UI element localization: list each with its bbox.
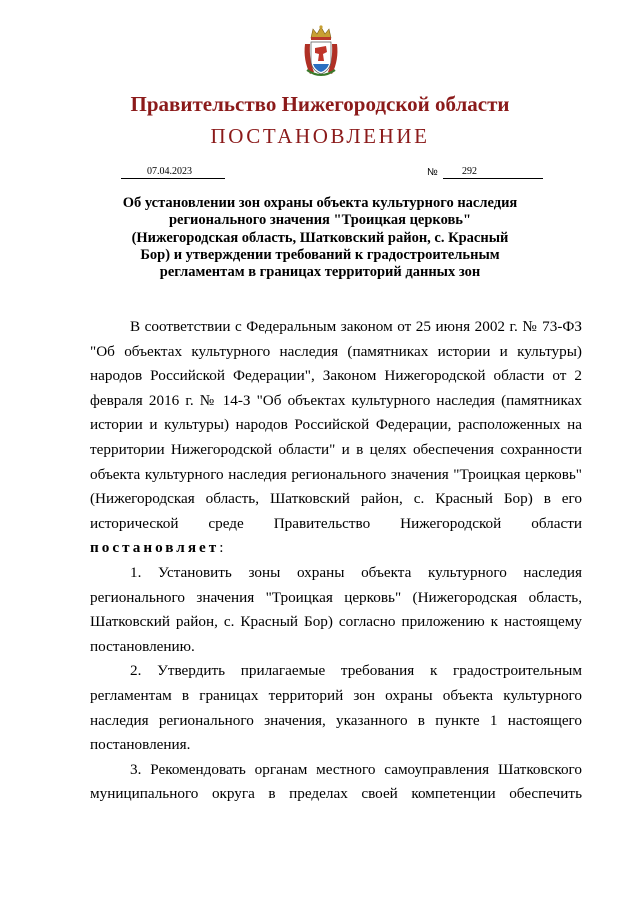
title-line: Об установлении зон охраны объекта культурного наследия bbox=[122, 195, 518, 211]
coat-of-arms-emblem bbox=[302, 24, 340, 78]
document-title bbox=[105, 195, 535, 281]
number-sign: № bbox=[427, 167, 438, 178]
title-line: (Нижегородская область, Шатковский район, с. Красный bbox=[131, 229, 509, 246]
title-line: регионального значения "Троицкая церковь" bbox=[168, 212, 472, 229]
document-body bbox=[90, 315, 582, 807]
item-paragraph-3: 3. Рекомендовать органам местного самоуправления Шатковского муниципального округа в пределах своей компетенции обеспечить bbox=[90, 760, 582, 803]
title-line: регламентам в границах территорий данных зон bbox=[159, 264, 481, 281]
decree-word: постановляет bbox=[90, 539, 220, 557]
document-type: ПОСТАНОВЛЕНИЕ bbox=[210, 124, 430, 148]
preamble-paragraph bbox=[90, 315, 582, 561]
item-paragraph-1: 1. Установить зоны охраны объекта культурного наследия регионального значения "Троицкая церковь" (Нижегородская область, Шатковский район, с. Красный Бор) согласно приложению к настоящему постановлению. bbox=[90, 563, 582, 655]
document-number: 292 bbox=[443, 166, 543, 179]
organization-name: Правительство Нижегородской области bbox=[130, 92, 510, 116]
document-date: 07.04.2023 bbox=[121, 166, 225, 179]
title-line: Бор) и утверждении требований к градостроительным bbox=[140, 246, 500, 263]
preamble-text: В соответствии с Федеральным законом от 25 июня 2002 г. № 73-ФЗ "Об объектах культурного наследия (памятниках истории и культуры) народов Российской Федерации", Законом Нижегородской области от 2 февраля 2016 г. № 14-З "Об объектах культурного наследия (памятниках истории и культуры) народов Российской Федерации, расположенных на территории Нижегородской области" и в целях обеспечения сохранности объекта культурного наследия регионального значения "Троицкая церковь" (Нижегородская область, Шатковский район, с. Красный Бор) в его исторической среде Правительство Нижегородской области bbox=[90, 318, 582, 532]
item-paragraph-2: 2. Утвердить прилагаемые требования к градостроительным регламентам в границах территорий зон охраны объекта культурного наследия регионального значения, указанного в пункте 1 настоящего постановления. bbox=[90, 662, 582, 754]
decree-colon: : bbox=[219, 539, 224, 557]
